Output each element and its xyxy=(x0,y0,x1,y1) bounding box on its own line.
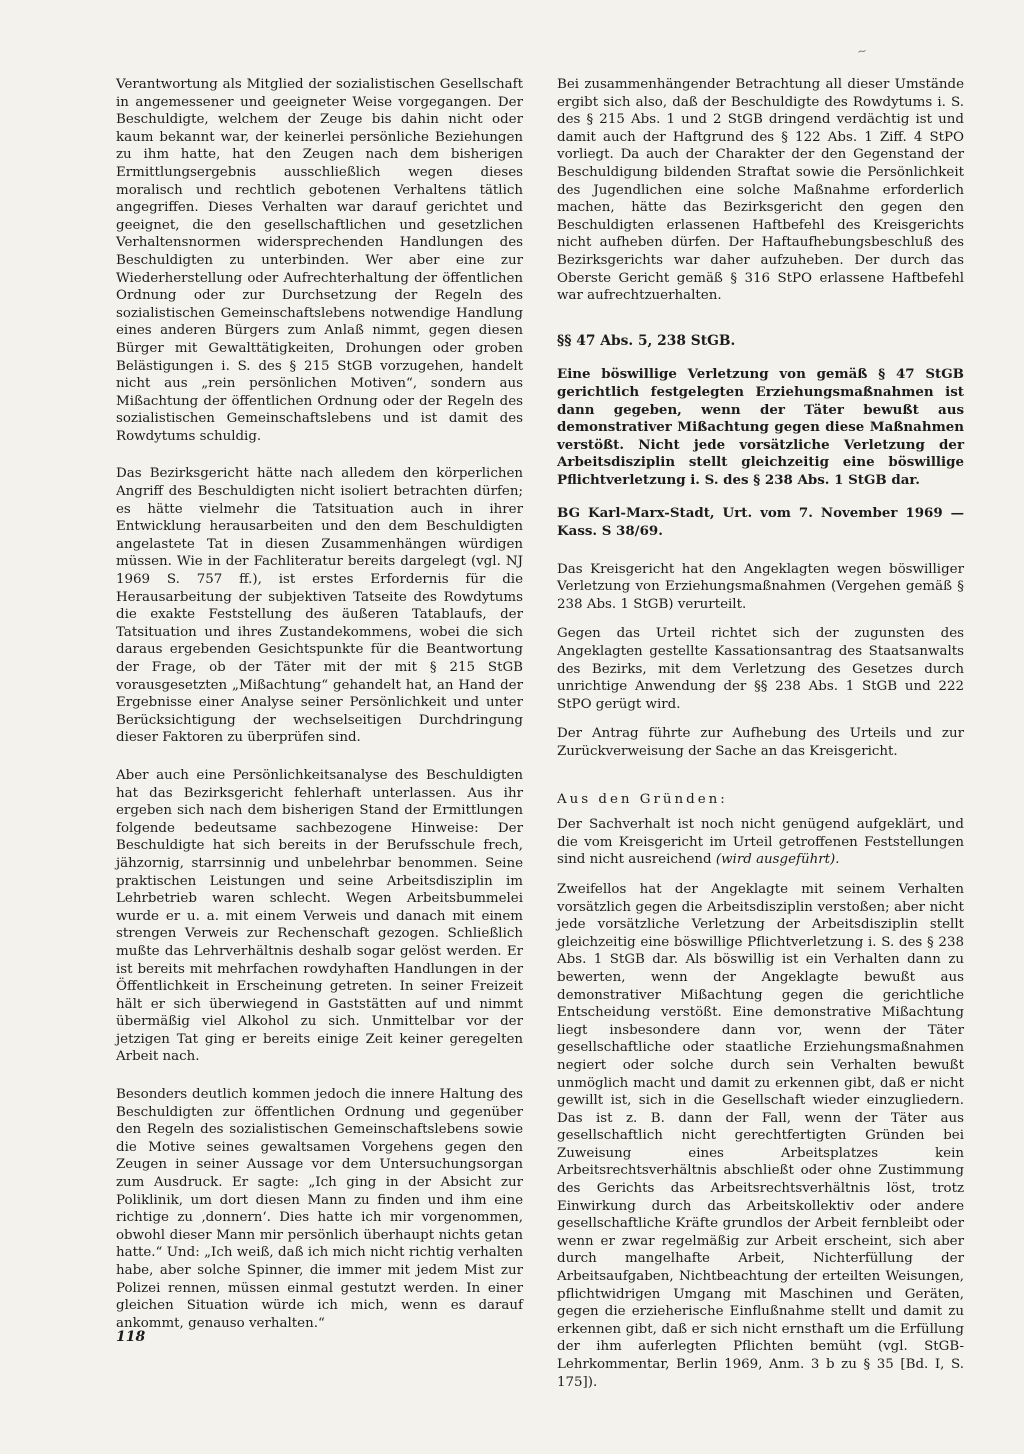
gruende-paragraph-2: Zweifellos hat der Angeklagte mit seinem Verhalten vorsätzlich gegen die Arbeitsdisziplin verstoßen; aber nicht jede vorsätzliche Verletzung der Arbeitsdisziplin stellt gleichzeitig eine böswillige Pflichtverletzung i. S. des § 238 Abs. 1 StGB dar. Als böswillig ist ein Verhalten dann zu bewerten, wenn der Angeklagte bewußt aus demonstrativer Mißachtung gegen die gerichtliche Entscheidung verstößt. Eine demonstrative Mißachtung liegt insbesondere dann vor, wenn der Täter gesellschaftliche oder staatliche Erziehungsmaßnahmen negiert oder solche durch sein Verhalten bewußt unmöglich macht und damit zu erkennen gibt, daß er nicht gewillt ist, sich in die Gesellschaft wieder einzugliedern. Das ist z. B. dann der Fall, wenn der Täter aus gesellschaftlich nicht gerechtfertigten Gründen bei Zuweisung eines Arbeitsplatzes kein Arbeitsrechtsverhältnis abschließt oder ohne Zustimmung des Gerichts das Arbeitsrechtsverhältnis löst, trotz Einwirkung durch das Arbeitskollektiv oder andere gesellschaftliche Kräfte grundlos der Arbeit fernbleibt oder wenn er zwar regelmäßig zur Arbeit erscheint, sich aber durch mangelhafte Arbeit, Nichterfüllung der Arbeitsaufgaben, Nichtbeachtung der erteilten Weisungen, pflichtwidrigen Umgang mit Maschinen und Geräten, gegen die erzieherische Einflußnahme stellt und damit zu erkennen gibt, daß er sich nicht ernsthaft um die Erfüllung der ihm auferlegten Pflichten bemüht (vgl. StGB-Lehrkommentar, Berlin 1969, Anm. 3 b zu § 35 [Bd. I, S. 175]). xyxy=(557,881,964,1390)
right-intro-paragraph: Bei zusammenhängender Betrachtung all dieser Umstände ergibt sich also, daß der Beschuldigte des Rowdytums i. S. des § 215 Abs. 1 und 2 StGB dringend verdächtig ist und damit auch der Haftgrund des § 122 Abs. 1 Ziff. 4 StPO vorliegt. Da auch der Charakter der den Gegenstand der Beschuldigung bildenden Straftat sowie die Persönlichkeit des Jugendlichen eine solche Maßnahme erforderlich machen, hätte das Bezirksgericht den gegen den Beschuldigten erlassenen Haftbefehl des Kreisgerichts nicht aufheben dürfen. Der Haftaufhebungsbeschluß des Bezirksgerichts war daher aufzuheben. Der durch das Oberste Gericht gemäß § 316 StPO erlassene Haftbefehl war aufrechtzuerhalten. xyxy=(557,77,964,304)
section-heading: §§ 47 Abs. 5, 238 StGB. xyxy=(557,332,736,349)
gruende-paragraph-1-italic: (wird ausgeführt). xyxy=(715,852,840,868)
case-paragraph-1: Das Kreisgericht hat den Angeklagten wegen böswilliger Verletzung von Erziehungsmaßnahmen (Vergehen gemäß § 238 Abs. 1 StGB) verurteilt. xyxy=(557,561,964,612)
gruende-paragraph-1 xyxy=(557,816,964,869)
court-citation: BG Karl-Marx-Stadt, Urt. vom 7. November 1969 — Kass. S 38/69. xyxy=(557,505,964,540)
left-paragraph-4: Besonders deutlich kommen jedoch die innere Haltung des Beschuldigten zur öffentlichen Ordnung und gegenüber den Regeln des sozialistischen Gemeinschaftslebens sowie die Motive seines gewaltsamen Vorgehens gegen den Zeugen in seiner Aussage vor dem Untersuchungsorgan zum Ausdruck. Er sagte: „Ich ging in der Absicht zur Poliklinik, um dort diesen Mann zu finden und ihm eine richtige zu ‚donnern‘. Dies hatte ich mir vorgenommen, obwohl dieser Mann mir persönlich überhaupt nichts getan hatte.“ Und: „Ich weiß, daß ich mich nicht richtig verhalten habe, aber solche Spinner, die immer mit jedem Mist zur Polizei rennen, müssen einmal gestutzt werden. In einer gleichen Situation würde ich mich, wenn es darauf ankommt, genauso verhalten.“ xyxy=(116,1087,523,1331)
case-paragraph-3: Der Antrag führte zur Aufhebung des Urteils und zur Zurückverweisung der Sache an das Kreisgericht. xyxy=(557,726,964,759)
leitsatz: Eine böswillige Verletzung von gemäß § 47 StGB gerichtlich festgelegten Erziehungsmaßnahmen ist dann gegeben, wenn der Täter bewußt aus demonstrativer Mißachtung gegen diese Maßnahmen verstößt. Nicht jede vorsätzliche Verletzung der Arbeitsdisziplin stellt gleichzeitig eine böswillige Pflichtverletzung i. S. des § 238 Abs. 1 StGB dar. xyxy=(557,366,964,488)
left-paragraph-1: Verantwortung als Mitglied der sozialistischen Gesellschaft in angemessener und geeigneter Weise vorgegangen. Der Beschuldigte, welchem der Zeuge bis dahin nicht oder kaum bekannt war, der keinerlei persönliche Beziehungen zu ihm hatte, hat den Zeugen nach dem bisherigen Ermittlungsergebnis ausschließlich wegen dieses moralisch und rechtlich gebotenen Verhaltens tätlich angegriffen. Dieses Verhalten war darauf gerichtet und geeignet, die den gesellschaftlichen und gesetzlichen Verhaltensnormen widersprechenden Handlungen des Beschuldigten zu unterbinden. Wer aber eine zur Wiederherstellung oder Aufrechterhaltung der öffentlichen Ordnung oder zur Durchsetzung der Regeln des sozialistischen Gemeinschaftslebens notwendige Handlung eines anderen Bürgers zum Anlaß nimmt, gegen diesen Bürger mit Gewalttätigkeiten, Drohungen oder groben Belästigungen i. S. des § 215 StGB vorzugehen, handelt nicht aus „rein persönlichen Motiven“, sondern aus Mißachtung der öffentlichen Ordnung oder der Regeln des sozialistischen Gemeinschaftslebens und ist damit des Rowdytums schuldig. xyxy=(116,77,523,444)
case-paragraph-2: Gegen das Urteil richtet sich der zugunsten des Angeklagten gestellte Kassationsantrag des Staatsanwalts des Bezirks, mit dem Verletzung des Gesetzes durch unrichtige Anwendung der §§ 238 Abs. 1 StGB und 222 StPO gerügt wird. xyxy=(557,626,964,712)
gruende-paragraph-1-text: Der Sachverhalt ist noch nicht genügend aufgeklärt, und die vom Kreisgericht im Urteil getroffenen Feststellungen sind nicht ausreichend xyxy=(557,817,964,868)
right-column xyxy=(557,76,964,1403)
left-paragraph-2: Das Bezirksgericht hätte nach alledem den körperlichen Angriff des Beschuldigten nicht isoliert betrachten dürfen; es hätte vielmehr die Tatsituation auch in ihrer Entwicklung herausarbeiten und den dem Beschuldigten angelastete Tat in diesen Zusammenhängen würdigen müssen. Wie in der Fachliteratur bereits dargelegt (vgl. NJ 1969 S. 757 ff.), ist erstes Erfordernis für die Herausarbeitung der subjektiven Tatseite des Rowdytums die exakte Feststellung des äußeren Tatablaufs, der Tatsituation und ihres Zustandekommens, wobei die sich daraus ergebenden Gesichtspunkte für die Beantwortung der Frage, ob der Täter mit der mit § 215 StGB vorausgesetzten „Mißachtung“ gehandelt hat, an Hand der Ergebnisse einer Analyse seiner Persönlichkeit und unter Berücksichtigung der wechselseitigen Durchdringung dieser Faktoren zu überprüfen sind. xyxy=(116,466,523,746)
gruende-heading: Aus den Gründen: xyxy=(557,791,728,807)
page-number: 118 xyxy=(116,1329,146,1345)
left-column xyxy=(116,76,523,1352)
corner-mark: ~ xyxy=(855,43,869,59)
left-paragraph-3: Aber auch eine Persönlichkeitsanalyse des Beschuldigten hat das Bezirksgericht fehlerhaft unterlassen. Aus ihr ergeben sich nach dem bisherigen Stand der Ermittlungen folgende bedeutsame sachbezogene Hinweise: Der Beschuldigte hat sich bereits in der Berufsschule frech, jähzornig, starrsinnig und unbelehrbar benommen. Seine praktischen Leistungen und seine Arbeitsdisziplin im Lehrbetrieb waren schlecht. Wegen Arbeitsbummelei wurde er u. a. mit einem Verweis und danach mit einem strengen Verweis zur Rechenschaft gezogen. Schließlich mußte das Lehrverhältnis deshalb sogar gelöst werden. Er ist bereits mit mehrfachen rowdyhaften Handlungen in der Öffentlichkeit in Erscheinung getreten. In seiner Freizeit hält er sich überwiegend in Gaststätten auf und nimmt übermäßig viel Alkohol zu sich. Unmittelbar vor der jetzigen Tat ging er bereits einige Zeit keiner geregelten Arbeit nach. xyxy=(116,767,523,1065)
